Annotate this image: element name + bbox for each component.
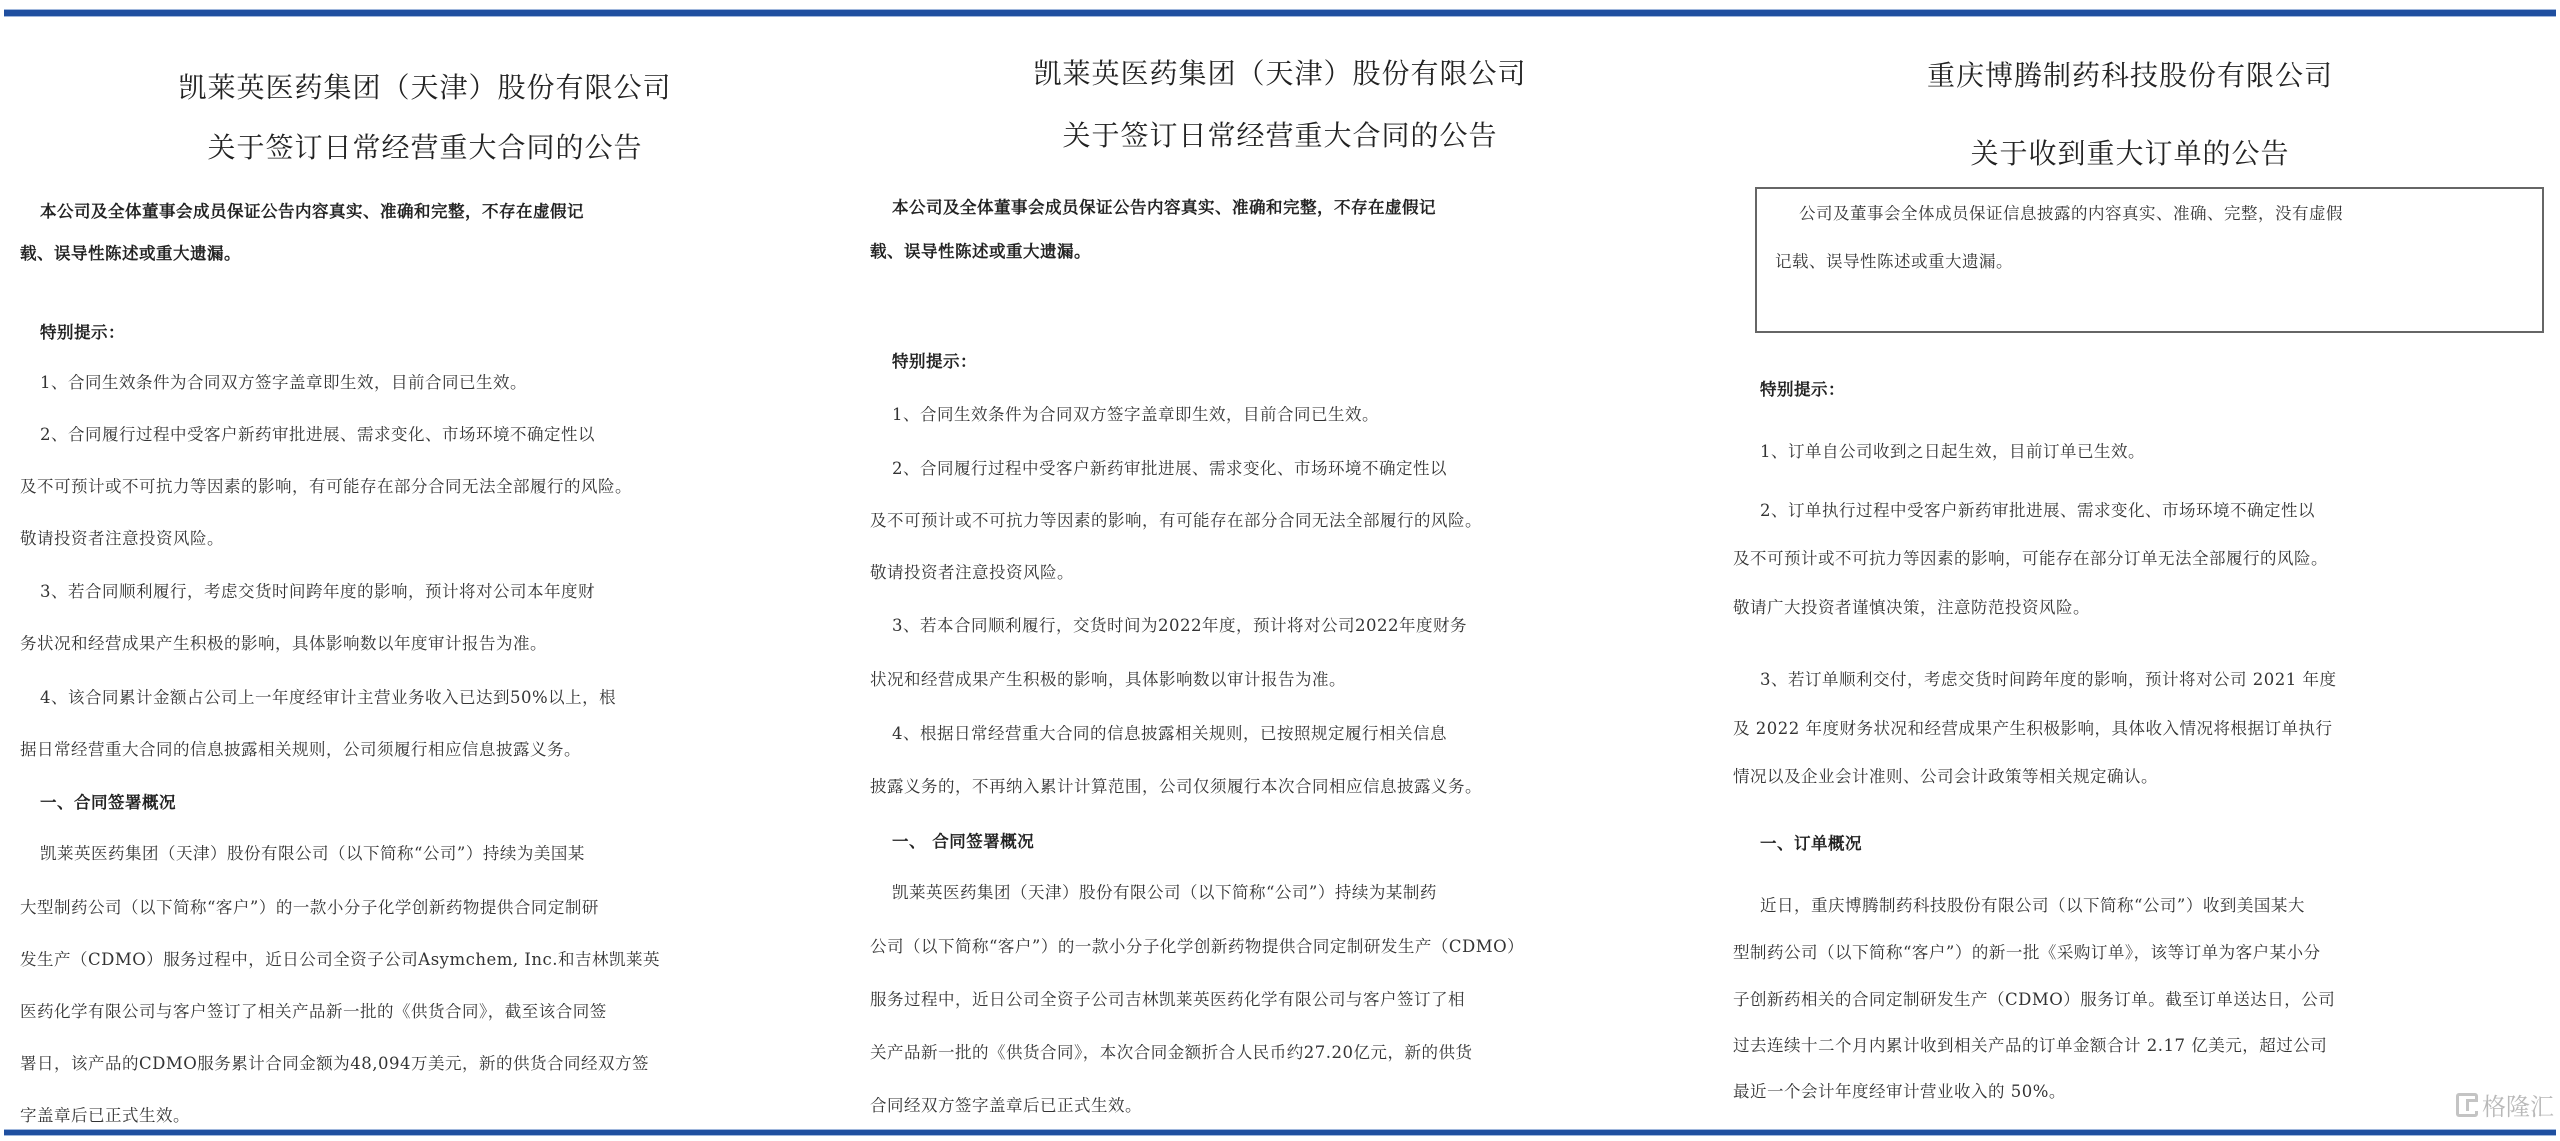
disclaimer-line: 载、误导性陈述或重大遗漏。 [20,244,241,263]
notice-line: 据日常经营重大合同的信息披露相关规则，公司须履行相应信息披露义务。 [20,740,581,759]
notice-line: 2、合同履行过程中受客户新药审批进展、需求变化、市场环境不确定性以 [892,459,1447,478]
special-notice-heading: 特别提示： [40,323,125,342]
notice-line: 敬请投资者注意投资风险。 [20,529,224,548]
doc-title-company: 重庆博腾制药科技股份有限公司 [1926,59,2333,92]
notice-line: 1、合同生效条件为合同双方签字盖章即生效，目前合同已生效。 [40,373,527,392]
section-line: 凯莱英医药集团（天津）股份有限公司（以下简称“公司”）持续为某制药 [892,883,1437,902]
notice-line: 3、若合同顺利履行，考虑交货时间跨年度的影响，预计将对公司本年度财 [40,582,595,601]
notice-line: 1、合同生效条件为合同双方签字盖章即生效，目前合同已生效。 [892,405,1379,424]
notice-line: 及不可预计或不可抗力等因素的影响，有可能存在部分合同无法全部履行的风险。 [870,511,1482,530]
doc-title-subject: 关于签订日常经营重大合同的公告 [207,131,643,164]
notice-line: 及不可预计或不可抗力等因素的影响，可能存在部分订单无法全部履行的风险。 [1733,549,2328,568]
bottom-accent-bar [4,1130,2556,1135]
notice-line: 及不可预计或不可抗力等因素的影响，有可能存在部分合同无法全部履行的风险。 [20,477,632,496]
disclaimer-line: 本公司及全体董事会成员保证公告内容真实、准确和完整，不存在虚假记 [892,198,1436,217]
section-line: 服务过程中，近日公司全资子公司吉林凯莱英医药化学有限公司与客户签订了相 [870,990,1465,1009]
disclaimer-line: 公司及董事会全体成员保证信息披露的内容真实、准确、完整，没有虚假 [1799,204,2343,223]
section-line: 公司（以下简称“客户”）的一款小分子化学创新药物提供合同定制研发生产（CDMO） [870,937,1525,956]
special-notice-heading: 特别提示： [892,352,977,371]
notice-line: 情况以及企业会计准则、公司会计政策等相关规定确认。 [1733,767,2158,786]
notice-line: 及 2022 年度财务状况和经营成果产生积极影响，具体收入情况将根据订单执行 [1733,719,2333,738]
doc-title-company: 凯莱英医药集团（天津）股份有限公司 [178,71,672,104]
notice-line: 敬请投资者注意投资风险。 [870,563,1074,582]
notice-line: 务状况和经营成果产生积极的影响，具体影响数以年度审计报告为准。 [20,634,547,653]
notice-line: 4、根据日常经营重大合同的信息披露相关规则，已按照规定履行相关信息 [892,724,1447,743]
notice-line: 4、该合同累计金额占公司上一年度经审计主营业务收入已达到50%以上，根 [40,688,617,707]
section-heading: 一、 合同签署概况 [892,832,1035,851]
doc-title-subject: 关于签订日常经营重大合同的公告 [1062,119,1498,152]
notice-line: 3、若本合同顺利履行，交货时间为2022年度，预计将对公司2022年度财务 [892,616,1467,635]
notice-line: 状况和经营成果产生积极的影响，具体影响数以审计报告为准。 [870,670,1346,689]
section-line: 子创新药相关的合同定制研发生产（CDMO）服务订单。截至订单送达日，公司 [1733,990,2336,1009]
gelonghui-logo-icon [2456,1093,2478,1117]
disclaimer-box [1755,187,2544,333]
section-line: 发生产（CDMO）服务过程中，近日公司全资子公司Asymchem, Inc.和吉林凯莱英 [20,950,661,969]
notice-line: 2、合同履行过程中受客户新药审批进展、需求变化、市场环境不确定性以 [40,425,595,444]
doc-title-subject: 关于收到重大订单的公告 [1970,137,2290,170]
section-line: 过去连续十二个月内累计收到相关产品的订单金额合计 2.17 亿美元，超过公司 [1733,1036,2328,1055]
watermark [2456,1087,2554,1122]
section-line: 合同经双方签字盖章后已正式生效。 [870,1096,1142,1115]
special-notice-heading: 特别提示： [1760,380,1845,399]
disclaimer-line: 载、误导性陈述或重大遗漏。 [870,242,1091,261]
announcement-porton [1700,16,2560,1130]
notice-line: 敬请广大投资者谨慎决策，注意防范投资风险。 [1733,598,2090,617]
section-heading: 一、订单概况 [1760,834,1862,853]
watermark-text: 格隆汇 [2482,1093,2554,1121]
disclaimer-line: 本公司及全体董事会成员保证公告内容真实、准确和完整，不存在虚假记 [40,202,584,221]
section-line: 字盖章后已正式生效。 [20,1106,190,1125]
announcement-kelun-2 [850,16,1710,1130]
disclaimer-line: 记载、误导性陈述或重大遗漏。 [1775,252,2013,271]
section-line: 署日，该产品的CDMO服务累计合同金额为48,094万美元，新的供货合同经双方签 [20,1054,650,1073]
notice-line: 3、若订单顺利交付，考虑交货时间跨年度的影响，预计将对公司 2021 年度 [1760,670,2337,689]
section-line: 大型制药公司（以下简称“客户”）的一款小分子化学创新药物提供合同定制研 [20,898,599,917]
section-line: 最近一个会计年度经审计营业收入的 50%。 [1733,1082,2066,1101]
section-line: 医药化学有限公司与客户签订了相关产品新一批的《供货合同》，截至该合同签 [20,1002,607,1021]
doc-title-company: 凯莱英医药集团（天津）股份有限公司 [1033,57,1527,90]
announcement-kelun-1 [0,16,850,1130]
section-heading: 一、合同签署概况 [40,793,176,812]
notice-line: 1、订单自公司收到之日起生效，目前订单已生效。 [1760,442,2145,461]
notice-line: 披露义务的，不再纳入累计计算范围，公司仅须履行本次合同相应信息披露义务。 [870,777,1482,796]
section-line: 关产品新一批的《供货合同》，本次合同金额折合人民币约27.20亿元，新的供货 [870,1043,1473,1062]
section-line: 型制药公司（以下简称“客户”）的新一批《采购订单》，该等订单为客户某小分 [1733,943,2321,962]
notice-line: 2、订单执行过程中受客户新药审批进展、需求变化、市场环境不确定性以 [1760,501,2315,520]
section-line: 近日，重庆博腾制药科技股份有限公司（以下简称“公司”）收到美国某大 [1760,896,2305,915]
section-line: 凯莱英医药集团（天津）股份有限公司（以下简称“公司”）持续为美国某 [40,844,585,863]
